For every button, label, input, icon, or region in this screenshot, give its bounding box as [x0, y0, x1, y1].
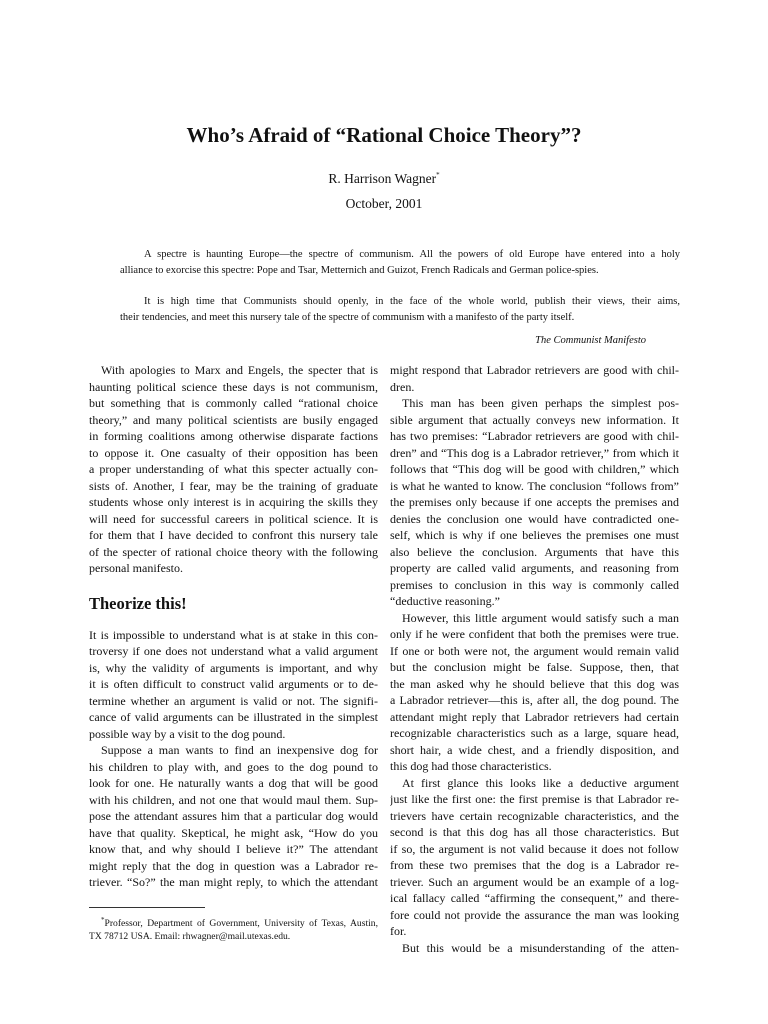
text-line: sible argument that actually conveys new information. It — [390, 412, 679, 427]
text-line: possible way by a visit to the dog pound. — [89, 726, 286, 741]
body-paragraph — [390, 940, 679, 957]
left-column — [89, 362, 378, 943]
text-line: this dog had those characteristics. — [390, 759, 552, 773]
text-line: triever. Such an argument would be an example of a log- — [390, 874, 679, 889]
text-line: dren. — [390, 379, 415, 394]
text-line: With apologies to Marx and Engels, the specter that is — [101, 363, 378, 377]
text-line: ical fallacy called “affirming the consequent,” and there- — [390, 891, 679, 905]
text-line: property are called valid arguments, and reasoning from — [390, 561, 679, 575]
text-line: theory,” and many political scientists are busily engaged — [89, 412, 378, 427]
text-line: At first glance this looks like a deductive argument — [402, 775, 679, 790]
epigraph-line: alliance to exorcise this spectre: Pope and Tsar, Metternich and Guizot, French Radicals and German police-spies. — [120, 265, 599, 276]
text-line: “deductive reasoning.” — [390, 594, 500, 608]
author-line — [0, 166, 768, 188]
text-line: just like the first one: the first premise is that Labrador re- — [390, 792, 679, 806]
text-line: denies the conclusion one would have contradicted one- — [390, 511, 679, 526]
body-paragraph — [390, 775, 679, 940]
body-paragraph — [390, 395, 679, 610]
text-line: sists of. Another, I fear, may be the training of graduate — [89, 478, 378, 493]
text-line: attendant might reply that Labrador retrievers had certain — [390, 709, 679, 724]
body-paragraph — [390, 362, 679, 395]
author-footnote-mark: * — [436, 171, 440, 179]
text-line: personal manifesto. — [89, 561, 183, 575]
text-line: cance of valid arguments can be illustrated in the simplest — [89, 710, 378, 724]
publication-date: October, 2001 — [345, 196, 423, 211]
text-line: with his children, and not one that would maul them. Sup- — [89, 792, 378, 807]
text-line: also believe the conclusion. Arguments that have this — [390, 544, 679, 559]
text-line: triever. “So?” the man might reply, to which the attendant — [89, 875, 378, 889]
text-line: follows that “This dog will be good with children,” which — [390, 462, 679, 476]
footnote — [89, 914, 378, 943]
text-line: might reply that the dog in question was a Labrador re- — [89, 858, 378, 873]
text-line: have that quality. Skeptical, he might ask, “How do you — [89, 825, 378, 840]
text-line: a Labrador retriever—this is, after all, the dog pound. The — [390, 693, 679, 707]
epigraph-source: The Communist Manifesto — [535, 335, 646, 346]
text-line: But this would be a misunderstanding of the atten- — [402, 940, 679, 955]
text-line: in forming coalitions among otherwise disparate factions — [89, 429, 378, 443]
text-line: it is often difficult to construct valid arguments or to de- — [89, 677, 378, 691]
text-line: haunting political science these days is not communism, — [89, 379, 378, 394]
body-paragraph — [390, 610, 679, 775]
author-name: R. Harrison Wagner — [328, 171, 437, 186]
footnote-rule — [89, 907, 205, 908]
epigraph-paragraph-1 — [120, 247, 680, 279]
text-line: has two premises: “Labrador retrievers are good with chil- — [390, 429, 679, 443]
text-line: only if he were confident that both the premises were true. — [390, 627, 679, 641]
text-line: of the specter of rational choice theory with the following — [89, 544, 378, 559]
text-line: However, this little argument would satisfy such a man — [402, 610, 679, 625]
text-line: short hair, a wide chest, and a friendly disposition, and — [390, 742, 679, 757]
footnote-line — [89, 914, 378, 930]
text-line: a proper understanding of what this specter actually con- — [89, 462, 378, 476]
text-line: pose the attendant assures him that a particular dog would — [89, 809, 378, 823]
section-heading: Theorize this! — [89, 593, 187, 613]
text-line: premises to conclusion in this way is commonly called — [390, 577, 679, 592]
intro-paragraph — [89, 362, 378, 577]
text-line: to oppose it. One casualty of their opposition has been — [89, 445, 378, 460]
text-line: self, which is why if one believes the premises one must — [390, 528, 679, 542]
text-line: but the conclusion might be false. Suppose, then, that — [390, 660, 679, 674]
text-line: from these two premises that the dog is a Labrador re- — [390, 858, 679, 872]
text-line: the man asked why he should believe that this dog was — [390, 676, 679, 691]
text-line: Suppose a man wants to find an inexpensive dog for — [101, 743, 378, 757]
text-line: This man has been given perhaps the simplest pos- — [402, 396, 679, 410]
body-paragraph — [89, 627, 378, 743]
footnote-text: Professor, Department of Government, University of Texas, Austin, — [104, 917, 378, 929]
text-line: fore could not provide the assurance the man was looking — [390, 907, 679, 922]
text-line: trievers have certain recognizable characteristics, and the — [390, 808, 679, 823]
text-line: If one or both were not, the argument would remain valid — [390, 643, 679, 658]
right-column — [390, 362, 679, 956]
text-line: is, why the validity of arguments is important, and why — [89, 660, 378, 675]
text-line: if so, the argument is not valid because it does not follow — [390, 841, 679, 856]
text-line: is what he wanted to know. The conclusion “follows from” — [390, 478, 679, 493]
footnote-line: TX 78712 USA. Email: rhwagner@mail.utexas.edu. — [89, 930, 291, 942]
epigraph-line: It is high time that Communists should openly, in the face of the whole world, publish their views, their aims, — [144, 296, 680, 307]
text-line: will need for successful careers in political science. It is — [89, 511, 378, 526]
text-line: look for one. He naturally wants a dog that will be good — [89, 776, 378, 790]
text-line: termine whether an argument is valid or not. The signifi- — [89, 693, 378, 708]
text-line: might respond that Labrador retrievers are good with chil- — [390, 363, 679, 377]
body-paragraph — [89, 742, 378, 891]
text-line: troversy if one does not understand what a valid argument — [89, 644, 378, 658]
text-line: recognizable characteristics such as a large, square head, — [390, 726, 679, 740]
text-line: It is impossible to understand what is at stake in this con- — [89, 627, 378, 642]
text-line: for them that I have decided to confront this nursery tale — [89, 528, 378, 542]
text-line: know that, and why should I believe it?” The attendant — [89, 842, 378, 856]
text-line: students whose only interest is in acquiring the skills they — [89, 495, 378, 509]
text-line: dren” and “This dog is a Labrador retriever,” from which it — [390, 445, 679, 460]
text-line: second is that this dog has all those characteristics. But — [390, 825, 679, 839]
footnote-mark: * — [101, 915, 105, 924]
paper-title: Who’s Afraid of “Rational Choice Theory”? — [186, 123, 582, 147]
text-line: for. — [390, 924, 407, 938]
text-line: but something that is commonly called “rational choice — [89, 396, 378, 410]
epigraph-paragraph-2 — [120, 294, 680, 326]
epigraph-line: A spectre is haunting Europe—the spectre of communism. All the powers of old Europe have entered into a holy — [144, 249, 680, 260]
text-line: the premises only because if one accepts the premises and — [390, 495, 679, 509]
text-line: his children to play with, and goes to the dog pound to — [89, 759, 378, 774]
epigraph-line: their tendencies, and meet this nursery tale of the spectre of communism with a manifesto of the party itself. — [120, 312, 575, 323]
